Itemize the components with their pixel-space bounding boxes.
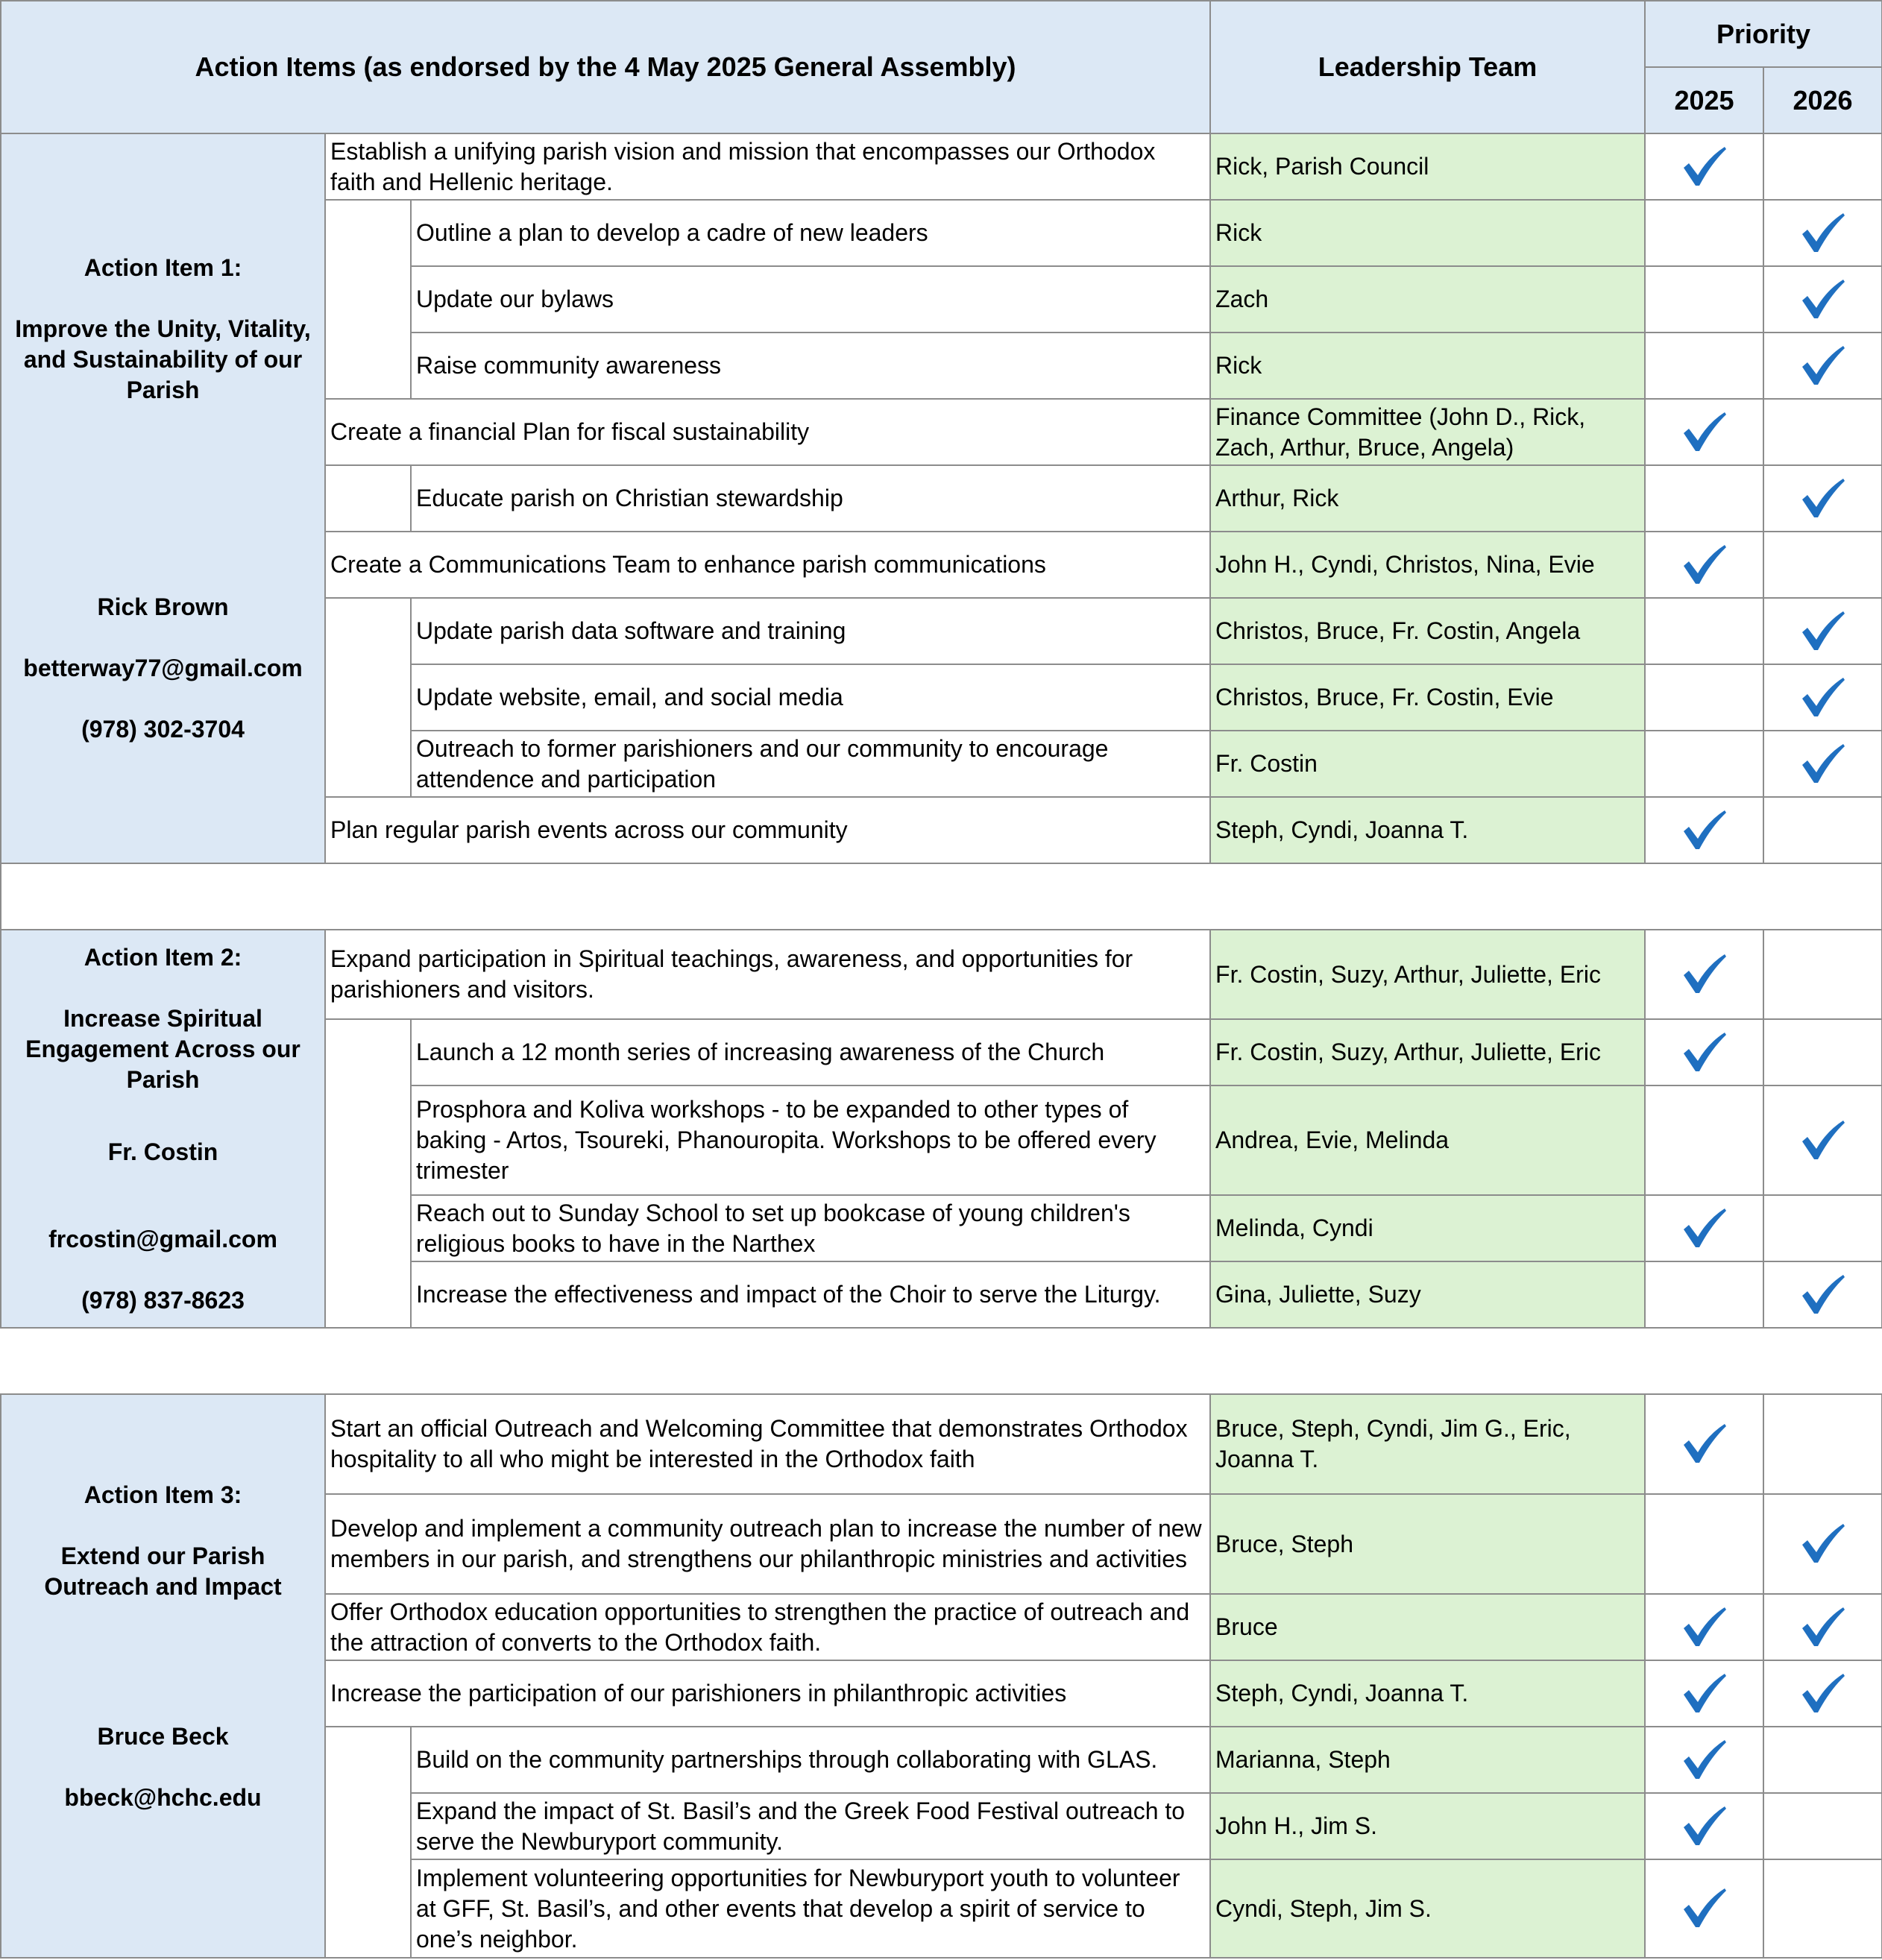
task-cell: Expand the impact of St. Basil’s and the Greek Food Festival outreach to serve the Newburyport community. <box>411 1793 1210 1859</box>
section-subtitle: Improve the Unity, Vitality, and Sustainability of our Parish <box>15 315 311 403</box>
priority-2025-cell <box>1645 465 1763 532</box>
priority-2025-cell <box>1645 1494 1763 1594</box>
priority-2025-cell <box>1645 1660 1763 1727</box>
task-cell: Offer Orthodox education opportunities to strengthen the practice of outreach and the attraction of converts to the Orthodox faith. <box>325 1594 1210 1660</box>
checkmark-icon <box>1800 212 1846 255</box>
priority-2026-cell <box>1763 797 1882 863</box>
section-3-label <box>1 1394 325 1958</box>
checkmark-icon <box>1681 953 1728 996</box>
task-cell: Launch a 12 month series of increasing awareness of the Church <box>411 1019 1210 1085</box>
section-lead-email: betterway77@gmail.com <box>23 654 303 681</box>
task-cell: Establish a unifying parish vision and mission that encompasses our Orthodox faith and Hellenic heritage. <box>325 133 1210 200</box>
section-lead-name: Bruce Beck <box>97 1722 229 1750</box>
checkmark-icon <box>1800 278 1846 321</box>
priority-2026-cell <box>1763 598 1882 664</box>
priority-2025-cell <box>1645 598 1763 664</box>
task-cell: Create a Communications Team to enhance parish communications <box>325 532 1210 598</box>
priority-2026-cell <box>1763 333 1882 399</box>
leadership-cell: Steph, Cyndi, Joanna T. <box>1210 1660 1645 1727</box>
section-lead-name: Rick Brown <box>97 593 229 620</box>
header-action-items: Action Items (as endorsed by the 4 May 2025 General Assembly) <box>1 1 1210 133</box>
priority-2025-cell <box>1645 333 1763 399</box>
priority-2025-cell <box>1645 1261 1763 1328</box>
checkmark-icon <box>1681 1031 1728 1074</box>
task-cell: Create a financial Plan for fiscal sustainability <box>325 399 1210 465</box>
section-spacer <box>1 863 1882 930</box>
task-cell: Update parish data software and training <box>411 598 1210 664</box>
task-cell: Start an official Outreach and Welcoming Committee that demonstrates Orthodox hospitality to all who might be interested in the Orthodox faith <box>325 1394 1210 1494</box>
priority-2025-cell <box>1645 731 1763 797</box>
checkmark-icon <box>1800 477 1846 520</box>
priority-2026-cell <box>1763 664 1882 731</box>
priority-2025-cell <box>1645 797 1763 863</box>
priority-2025-cell <box>1645 664 1763 731</box>
task-cell: Update our bylaws <box>411 266 1210 333</box>
table-row <box>1 930 1882 1019</box>
checkmark-icon <box>1800 344 1846 388</box>
leadership-cell: Cyndi, Steph, Jim S. <box>1210 1859 1645 1958</box>
priority-2025-cell <box>1645 930 1763 1019</box>
section-spacer <box>1 1328 1882 1394</box>
priority-2025-cell <box>1645 1394 1763 1494</box>
task-cell: Outline a plan to develop a cadre of new leaders <box>411 200 1210 266</box>
priority-2025-cell <box>1645 1594 1763 1660</box>
leadership-cell: Bruce <box>1210 1594 1645 1660</box>
checkmark-icon <box>1800 676 1846 719</box>
task-cell: Increase the participation of our parishioners in philanthropic activities <box>325 1660 1210 1727</box>
leadership-cell: Zach <box>1210 266 1645 333</box>
leadership-cell: Fr. Costin, Suzy, Arthur, Juliette, Eric <box>1210 1019 1645 1085</box>
priority-2025-cell <box>1645 1793 1763 1859</box>
priority-2026-cell <box>1763 930 1882 1019</box>
checkmark-icon <box>1681 543 1728 587</box>
checkmark-icon <box>1681 1805 1728 1848</box>
priority-2026-cell <box>1763 1494 1882 1594</box>
priority-2025-cell <box>1645 200 1763 266</box>
task-cell: Educate parish on Christian stewardship <box>411 465 1210 532</box>
priority-2025-cell <box>1645 266 1763 333</box>
priority-2025-cell <box>1645 532 1763 598</box>
task-cell: Develop and implement a community outreach plan to increase the number of new members in our parish, and strengthens our philanthropic ministries and activities <box>325 1494 1210 1594</box>
priority-2025-cell <box>1645 1859 1763 1958</box>
section-subtitle: Extend our Parish Outreach and Impact <box>44 1542 282 1600</box>
checkmark-icon <box>1681 1887 1728 1930</box>
leadership-cell: Melinda, Cyndi <box>1210 1195 1645 1261</box>
header-year-2025: 2025 <box>1645 67 1763 133</box>
checkmark-icon <box>1681 1739 1728 1782</box>
checkmark-icon <box>1800 743 1846 786</box>
priority-2025-cell <box>1645 1019 1763 1085</box>
checkmark-icon <box>1681 1606 1728 1649</box>
indent-cell <box>325 598 411 797</box>
leadership-cell: John H., Jim S. <box>1210 1793 1645 1859</box>
priority-2026-cell <box>1763 465 1882 532</box>
leadership-cell: Steph, Cyndi, Joanna T. <box>1210 797 1645 863</box>
section-lead-phone: (978) 302-3704 <box>81 715 245 743</box>
task-cell: Outreach to former parishioners and our community to encourage attendence and participation <box>411 731 1210 797</box>
indent-cell <box>325 1727 411 1958</box>
section-lead-phone: (978) 837-8623 <box>81 1286 245 1314</box>
leadership-cell: Bruce, Steph, Cyndi, Jim G., Eric, Joanna T. <box>1210 1394 1645 1494</box>
checkmark-icon <box>1681 145 1728 189</box>
section-lead-name: Fr. Costin <box>107 1138 218 1165</box>
checkmark-icon <box>1681 1422 1728 1466</box>
task-cell: Expand participation in Spiritual teachings, awareness, and opportunities for parishioners and visitors. <box>325 930 1210 1019</box>
priority-2026-cell <box>1763 731 1882 797</box>
leadership-cell: Marianna, Steph <box>1210 1727 1645 1793</box>
priority-2025-cell <box>1645 1085 1763 1195</box>
indent-cell <box>325 200 411 399</box>
priority-2026-cell <box>1763 266 1882 333</box>
section-title: Action Item 1: <box>84 253 242 281</box>
leadership-cell: Fr. Costin <box>1210 731 1645 797</box>
checkmark-icon <box>1681 1672 1728 1715</box>
table-row <box>1 1394 1882 1494</box>
priority-2026-cell <box>1763 1195 1882 1261</box>
priority-2026-cell <box>1763 1261 1882 1328</box>
leadership-cell: Christos, Bruce, Fr. Costin, Angela <box>1210 598 1645 664</box>
table-row <box>1 133 1882 200</box>
checkmark-icon <box>1800 1672 1846 1715</box>
priority-2026-cell <box>1763 1859 1882 1958</box>
leadership-cell: Rick <box>1210 333 1645 399</box>
section-title: Action Item 2: <box>84 943 242 971</box>
task-cell: Implement volunteering opportunities for Newburyport youth to volunteer at GFF, St. Basil’s, and other events that develop a spirit of service to one’s neighbor. <box>411 1859 1210 1958</box>
checkmark-icon <box>1800 1119 1846 1162</box>
leadership-cell: Arthur, Rick <box>1210 465 1645 532</box>
section-lead-email: frcostin@gmail.com <box>48 1225 277 1252</box>
checkmark-icon <box>1800 1273 1846 1317</box>
section-subtitle: Increase Spiritual Engagement Across our Parish <box>25 1004 300 1093</box>
leadership-cell: Rick <box>1210 200 1645 266</box>
leadership-cell: Andrea, Evie, Melinda <box>1210 1085 1645 1195</box>
leadership-cell: Bruce, Steph <box>1210 1494 1645 1594</box>
priority-2025-cell <box>1645 133 1763 200</box>
priority-2026-cell <box>1763 1660 1882 1727</box>
leadership-cell: Gina, Juliette, Suzy <box>1210 1261 1645 1328</box>
task-cell: Prosphora and Koliva workshops - to be expanded to other types of baking - Artos, Tsoureki, Phanouropita. Workshops to be offered every trimester <box>411 1085 1210 1195</box>
leadership-cell: Finance Committee (John D., Rick, Zach, Arthur, Bruce, Angela) <box>1210 399 1645 465</box>
checkmark-icon <box>1681 809 1728 852</box>
priority-2026-cell <box>1763 1019 1882 1085</box>
section-2-label <box>1 930 325 1328</box>
priority-2026-cell <box>1763 1085 1882 1195</box>
task-cell: Reach out to Sunday School to set up bookcase of young children's religious books to have in the Narthex <box>411 1195 1210 1261</box>
task-cell: Plan regular parish events across our community <box>325 797 1210 863</box>
checkmark-icon <box>1800 1522 1846 1566</box>
priority-2026-cell <box>1763 200 1882 266</box>
indent-cell <box>325 1019 411 1328</box>
task-cell: Update website, email, and social media <box>411 664 1210 731</box>
leadership-cell: John H., Cyndi, Christos, Nina, Evie <box>1210 532 1645 598</box>
task-cell: Raise community awareness <box>411 333 1210 399</box>
priority-2026-cell <box>1763 1727 1882 1793</box>
leadership-cell: Fr. Costin, Suzy, Arthur, Juliette, Eric <box>1210 930 1645 1019</box>
checkmark-icon <box>1800 610 1846 653</box>
header-leadership-team: Leadership Team <box>1210 1 1645 133</box>
priority-2025-cell <box>1645 1195 1763 1261</box>
leadership-cell: Christos, Bruce, Fr. Costin, Evie <box>1210 664 1645 731</box>
priority-2025-cell <box>1645 1727 1763 1793</box>
section-1-label <box>1 133 325 863</box>
checkmark-icon <box>1800 1606 1846 1649</box>
header-priority: Priority <box>1645 1 1882 67</box>
leadership-cell: Rick, Parish Council <box>1210 133 1645 200</box>
priority-2025-cell <box>1645 399 1763 465</box>
priority-2026-cell <box>1763 1594 1882 1660</box>
header-year-2026: 2026 <box>1763 67 1882 133</box>
priority-2026-cell <box>1763 532 1882 598</box>
checkmark-icon <box>1681 411 1728 454</box>
section-lead-email: bbeck@hchc.edu <box>64 1783 262 1811</box>
indent-cell <box>325 465 411 532</box>
priority-2026-cell <box>1763 133 1882 200</box>
priority-2026-cell <box>1763 399 1882 465</box>
priority-2026-cell <box>1763 1394 1882 1494</box>
task-cell: Build on the community partnerships through collaborating with GLAS. <box>411 1727 1210 1793</box>
checkmark-icon <box>1681 1207 1728 1250</box>
priority-2026-cell <box>1763 1793 1882 1859</box>
section-title: Action Item 3: <box>84 1481 242 1508</box>
task-cell: Increase the effectiveness and impact of the Choir to serve the Liturgy. <box>411 1261 1210 1328</box>
